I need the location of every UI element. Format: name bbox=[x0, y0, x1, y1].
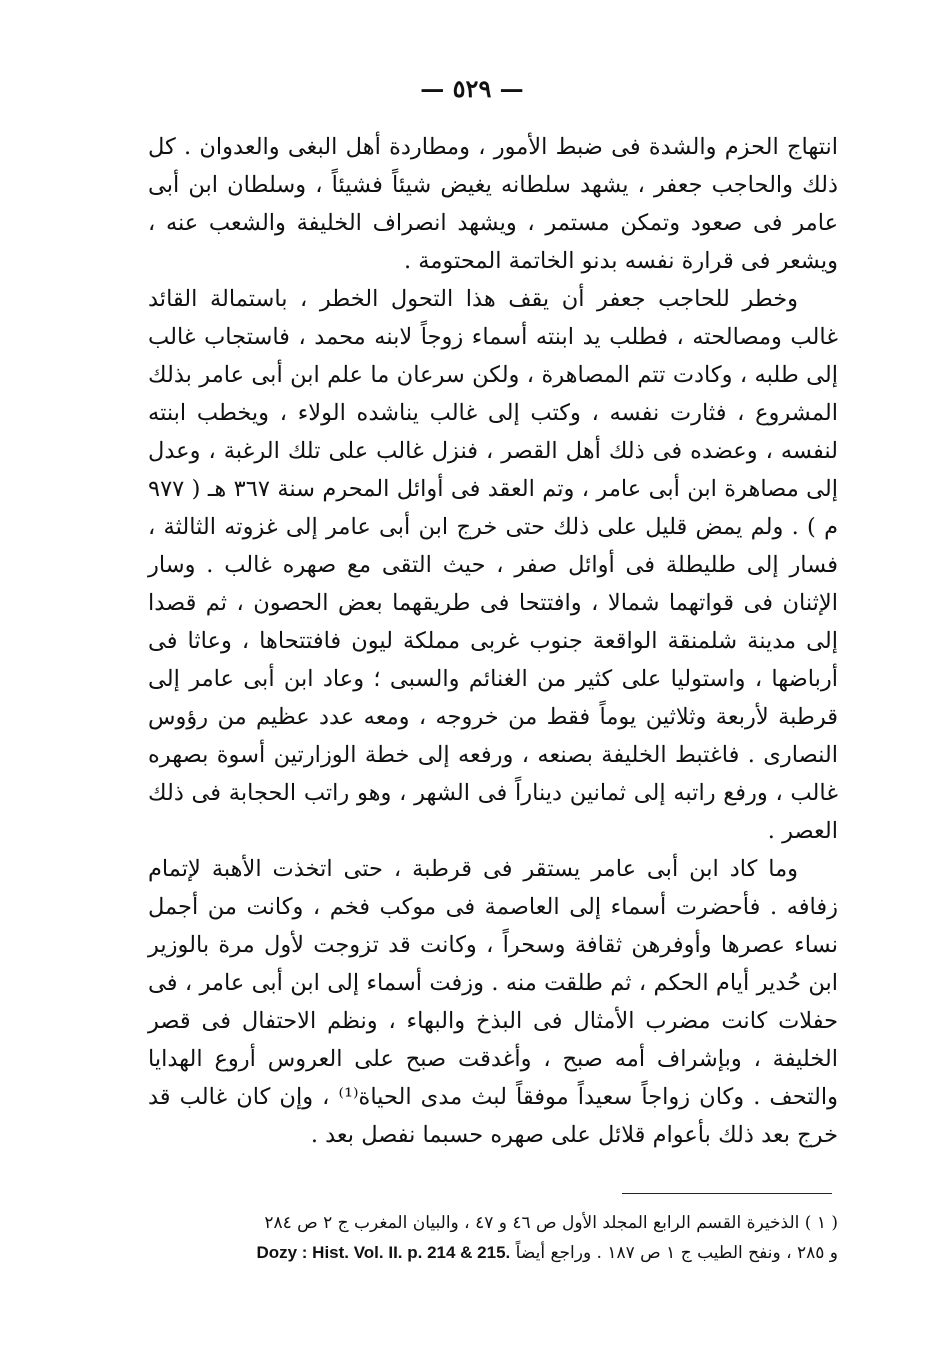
footnote-line-1: ( ١ ) الذخيرة القسم الرابع المجلد الأول ص ٤٦ و ٤٧ ، والبيان المغرب ج ٢ ص ٢٨٤ bbox=[264, 1213, 838, 1233]
paragraph-2: وخطر للحاجب جعفر أن يقف هذا التحول الخطر ، باستمالة القائد غالب ومصالحته ، فطلب يد ابنته أسماء زوجاً لابنه محمد ، فاستجاب غالب إلى طلبه ، وكادت تتم المصاهرة ، ولكن سرعان ما علم ابن أبى عامر بذلك المشروع ، فثارت نفسه ، وكتب إلى غالب يناشده الولاء ، ويخطب ابنته لنفسه ، وعضده فى ذلك أهل القصر ، فنزل غالب على تلك الرغبة ، وعدل إلى مصاهرة ابن أبى عامر ، وتم العقد فى أوائل المحرم سنة ٣٦٧ هـ ( ٩٧٧ م ) . ولم يمض قليل على ذلك حتى خرج ابن أبى عامر إلى غزوته الثالثة ، فسار إلى طليطلة فى أوائل صفر ، حيث التقى مع صهره غالب . وسار الإثنان فى قواتهما شمالا ، وافتتحا فى طريقهما بعض الحصون ، ثم قصدا إلى مدينة شلمنقة الواقعة جنوب غربى مملكة ليون فافتتحاها ، وعاثا فى أرباضها ، واستوليا على كثير من الغنائم والسبى ؛ وعاد ابن أبى عامر إلى قرطبة لأربعة وثلاثين يوماً فقط من خروجه ، ومعه عدد عظيم من رؤوس النصارى . فاغتبط الخليفة بصنعه ، ورفعه إلى خطة الوزارتين أسوة بصهره غالب ، ورفع راتبه إلى ثمانين ديناراً فى الشهر ، وهو راتب الحجابة فى ذلك العصر . bbox=[148, 286, 838, 844]
body-text bbox=[148, 128, 838, 1154]
paragraph-1: انتهاج الحزم والشدة فى ضبط الأمور ، ومطاردة أهل البغى والعدوان . كل ذلك والحاجب جعفر ، يشهد سلطانه يغيض شيئاً فشيئاً ، وسلطان ابن أبى عامر فى صعود وتمكن مستمر ، ويشهد انصراف الخليفة والشعب عنه ، ويشعر فى قرارة نفسه بدنو الخاتمة المحتومة . bbox=[148, 134, 838, 274]
page-number: — ٥٢٩ — bbox=[420, 74, 524, 103]
footnote-line-2-arabic: و ٢٨٥ ، ونفح الطيب ج ١ ص ١٨٧ . وراجع أيضاً bbox=[515, 1243, 838, 1263]
footnote-latin-reference: Dozy : Hist. Vol. II. p. 214 & 215. bbox=[256, 1243, 511, 1262]
footnote bbox=[148, 1208, 838, 1268]
footnote-line-2 bbox=[148, 1238, 838, 1268]
paragraph-3: وما كاد ابن أبى عامر يستقر فى قرطبة ، حتى اتخذت الأهبة لإتمام زفافه . فأحضرت أسماء إلى العاصمة فى موكب فخم ، وكانت من أجمل نساء عصرها وأوفرهن ثقافة وسحراً ، وكانت قد تزوجت لأول مرة بالوزير ابن حُدير أيام الحكم ، ثم طلقت منه . وزفت أسماء إلى ابن أبى عامر ، فى حفلات كانت مضرب الأمثال فى البذخ والبهاء ، ونظم الاحتفال فى قصر الخليفة ، وبإشراف أمه صبح ، وأغدقت صبح على العروس أروع الهدايا والتحف . وكان زواجاً سعيداً موفقاً لبث مدى الحياة⁽¹⁾ ، وإن كان غالب قد خرج بعد ذلك بأعوام قلائل على صهره حسبما نفصل بعد . bbox=[148, 856, 838, 1148]
footnote-divider bbox=[622, 1193, 832, 1194]
